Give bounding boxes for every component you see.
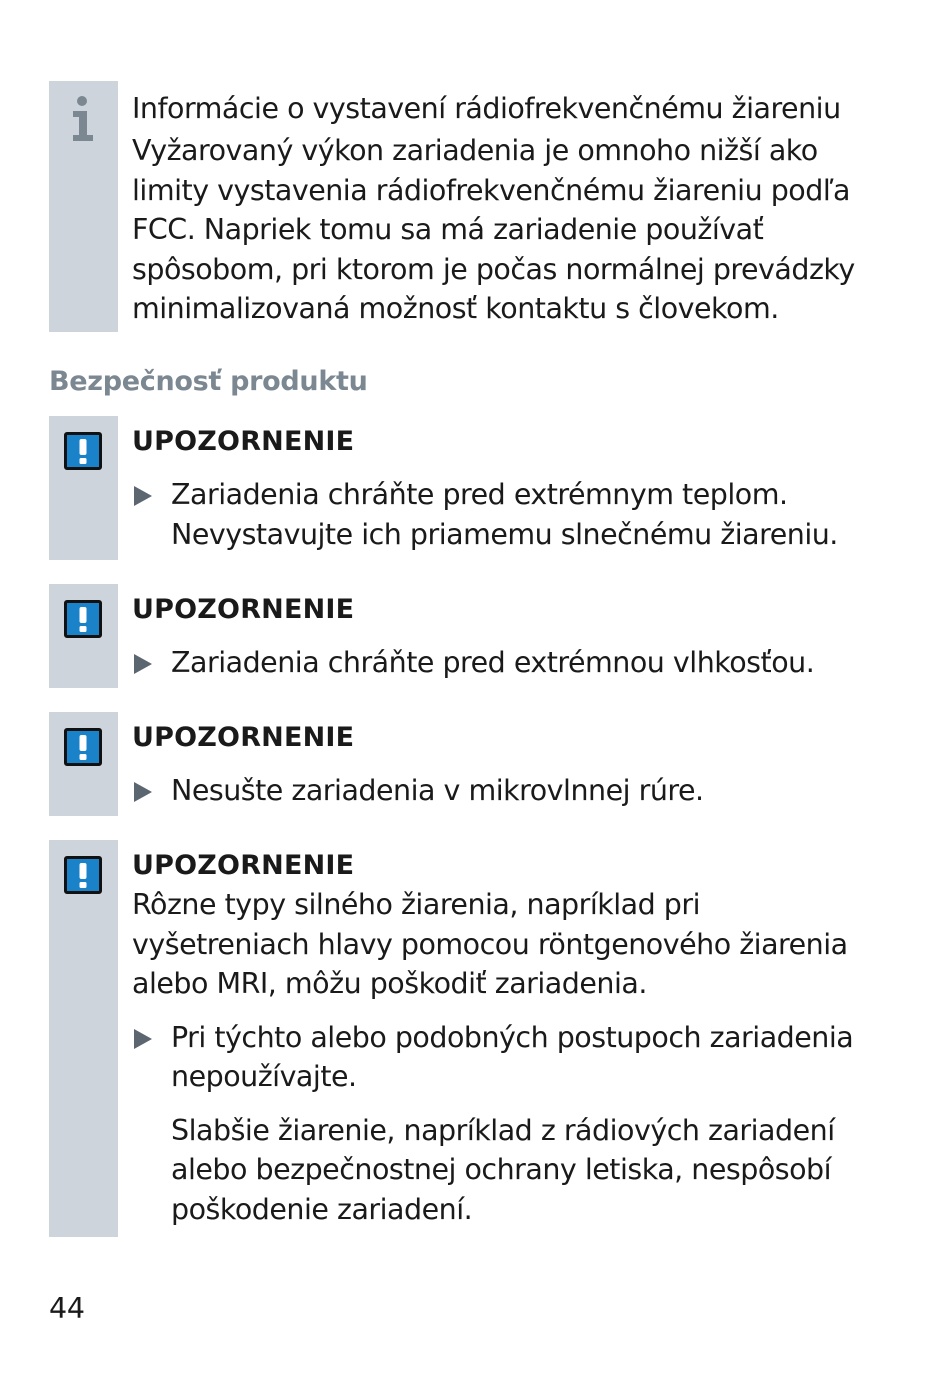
- warning-block: [49, 840, 859, 1237]
- bullet-text: Nevystavujte ich priamemu slnečnému žiareniu.: [171, 517, 838, 551]
- info-content: [132, 88, 859, 329]
- bullet-item: [132, 771, 859, 811]
- warning-content: [132, 591, 859, 683]
- info-line: minimalizovaná možnosť kontaktu s človekom.: [132, 292, 779, 325]
- note-text: Slabšie žiarenie, napríklad z rádiových zariadení: [171, 1113, 835, 1147]
- warning-heading: UPOZORNENIE: [132, 722, 355, 753]
- warning-content: [132, 847, 859, 1229]
- warning-content: [132, 423, 859, 554]
- note-text: poškodenie zariadení.: [171, 1192, 473, 1226]
- bullet-triangle-icon: [134, 1029, 152, 1049]
- info-line: Vyžarovaný výkon zariadenia je omnoho nižší ako: [132, 134, 818, 167]
- warning-icon: [64, 600, 102, 638]
- bullet-text: Pri týchto alebo podobných postupoch zariadenia: [171, 1020, 854, 1054]
- warning-icon: [64, 856, 102, 894]
- bullet-triangle-icon: [134, 782, 152, 802]
- bullet-text: Zariadenia chráňte pred extrémnym teplom.: [171, 478, 788, 511]
- warning-sidebar: [49, 712, 118, 816]
- warning-icon: [64, 728, 102, 766]
- warning-sidebar: [49, 584, 118, 688]
- bullet-text: nepoužívajte.: [171, 1060, 357, 1093]
- bullet-text: Zariadenia chráňte pred extrémnou vlhkosťou.: [171, 646, 815, 679]
- warning-sidebar: [49, 416, 118, 560]
- warning-heading: UPOZORNENIE: [132, 850, 355, 881]
- info-line: limity vystavenia rádiofrekvenčnému žiareniu podľa: [132, 173, 850, 207]
- warning-block: [49, 416, 859, 560]
- info-line: FCC. Napriek tomu sa má zariadenie používať: [132, 213, 764, 246]
- bullet-text: Nesušte zariadenia v mikrovlnnej rúre.: [171, 774, 704, 807]
- warning-sidebar: [49, 840, 118, 1237]
- info-line: spôsobom, pri ktorom je počas normálnej prevádzky: [132, 252, 855, 286]
- info-notice: [49, 81, 859, 332]
- page-number: 44: [49, 1292, 85, 1325]
- note-text: alebo bezpečnostnej ochrany letiska, nespôsobí: [171, 1153, 832, 1186]
- warning-heading: UPOZORNENIE: [132, 426, 355, 457]
- bullet-item: [132, 643, 859, 683]
- info-icon: [69, 95, 97, 143]
- bullet-item: [132, 475, 859, 554]
- warning-block: [49, 584, 859, 688]
- section-title: Bezpečnosť produktu: [49, 366, 368, 397]
- warning-intro: vyšetreniach hlavy pomocou röntgenového žiarenia: [132, 927, 848, 961]
- warning-block: [49, 712, 859, 816]
- info-sidebar: [49, 81, 118, 332]
- bullet-triangle-icon: [134, 486, 152, 506]
- warning-heading: UPOZORNENIE: [132, 594, 355, 625]
- bullet-item: [132, 1018, 859, 1230]
- warning-icon: [64, 432, 102, 470]
- info-title: Informácie o vystavení rádiofrekvenčnému žiareniu: [132, 92, 841, 125]
- warning-intro: alebo MRI, môžu poškodiť zariadenia.: [132, 967, 647, 1000]
- bullet-triangle-icon: [134, 654, 152, 674]
- warning-intro: Rôzne typy silného žiarenia, napríklad pri: [132, 888, 701, 921]
- warning-content: [132, 719, 859, 811]
